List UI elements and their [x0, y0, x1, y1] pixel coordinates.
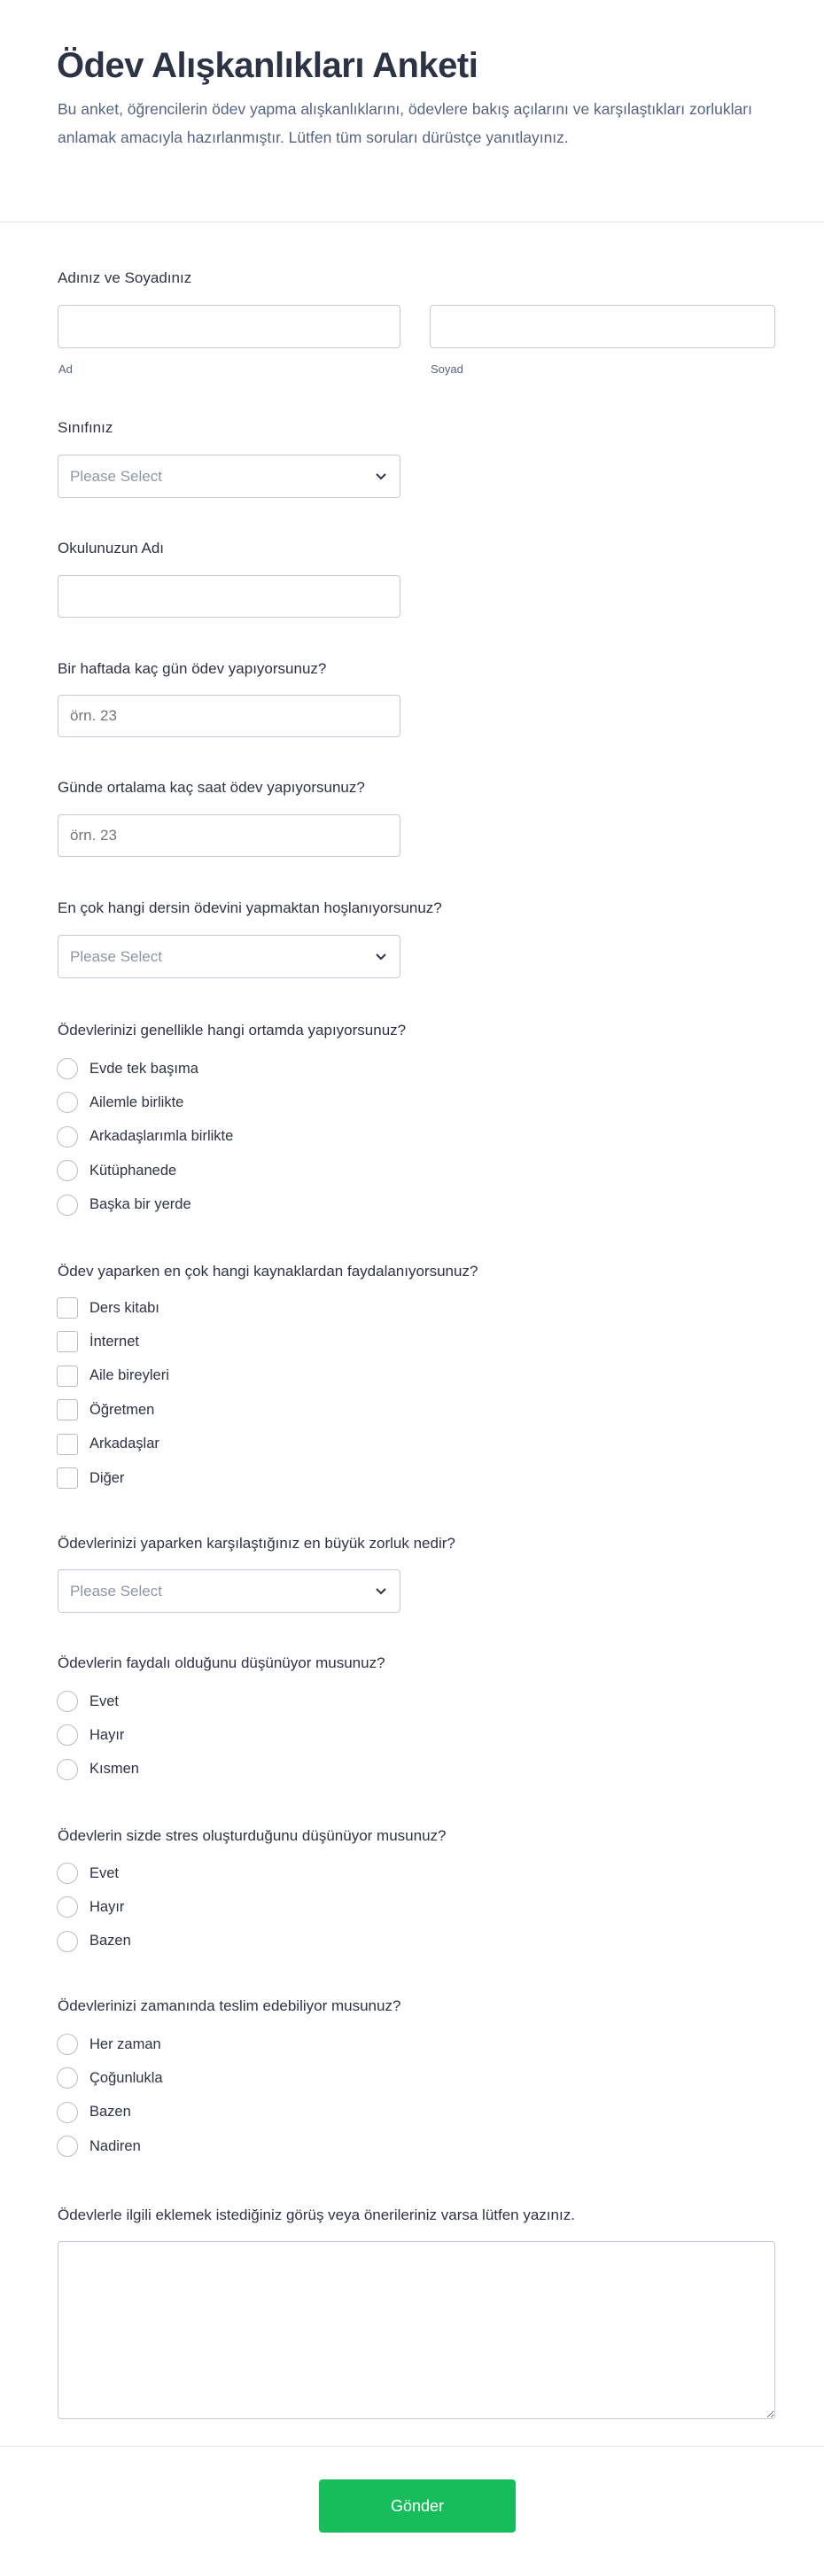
- option-label: Arkadaşlarımla birlikte: [89, 1128, 234, 1145]
- difficulty-select-value: Please Select: [70, 1582, 162, 1599]
- radio-option[interactable]: [57, 1124, 233, 1150]
- option-label: Arkadaşlar: [89, 1436, 159, 1452]
- difficulty-select[interactable]: [58, 1569, 400, 1613]
- hours-label: Günde ortalama kaç saat ödev yapıyorsunuz?: [58, 779, 365, 796]
- comments-textarea[interactable]: [58, 2241, 775, 2419]
- radio-option[interactable]: [57, 1688, 119, 1715]
- form-title: Ödev Alışkanlıkları Anketi: [57, 46, 478, 85]
- comments-label: Ödevlerle ilgili eklemek istediğiniz görüş veya önerileriniz varsa lütfen yazınız.: [58, 2206, 575, 2223]
- days-label: Bir haftada kaç gün ödev yapıyorsunuz?: [58, 660, 327, 677]
- radio-option[interactable]: [57, 2099, 131, 2126]
- radio-option[interactable]: [57, 1192, 191, 1218]
- checkbox-option[interactable]: [57, 1397, 154, 1423]
- chevron-down-icon: [373, 1583, 389, 1599]
- radio-option[interactable]: [57, 1860, 119, 1887]
- radio-button[interactable]: [57, 1691, 78, 1712]
- radio-button[interactable]: [57, 1759, 78, 1780]
- option-label: Evde tek başıma: [89, 1060, 198, 1077]
- option-label: Kısmen: [89, 1761, 139, 1778]
- last-name-sublabel: Soyad: [431, 362, 463, 376]
- difficulty-label: Ödevlerinizi yaparken karşılaştığınız en büyük zorluk nedir?: [58, 1535, 455, 1552]
- checkbox-option[interactable]: [57, 1465, 124, 1491]
- radio-button[interactable]: [57, 1195, 78, 1216]
- radio-option[interactable]: [57, 1055, 198, 1082]
- radio-option[interactable]: [57, 2133, 141, 2160]
- first-name-input[interactable]: [58, 305, 400, 348]
- submit-button[interactable]: Gönder: [319, 2479, 516, 2533]
- option-label: Öğretmen: [89, 1401, 155, 1418]
- checkbox[interactable]: [57, 1467, 78, 1489]
- option-label: Evet: [89, 1864, 120, 1881]
- footer-divider: [0, 2446, 824, 2447]
- useful-label: Ödevlerin faydalı olduğunu düşünüyor musunuz?: [58, 1654, 385, 1671]
- resources-label: Ödev yaparken en çok hangi kaynaklardan faydalanıyorsunuz?: [58, 1263, 478, 1280]
- radio-option[interactable]: [57, 1928, 131, 1955]
- checkbox-option[interactable]: [57, 1328, 139, 1355]
- radio-button[interactable]: [57, 1160, 78, 1181]
- checkbox[interactable]: [57, 1434, 78, 1455]
- first-name-sublabel: Ad: [58, 362, 73, 376]
- radio-button[interactable]: [57, 2067, 78, 2089]
- last-name-input[interactable]: [430, 305, 775, 348]
- checkbox-option[interactable]: [57, 1363, 169, 1389]
- option-label: Bazen: [89, 2104, 131, 2121]
- radio-button[interactable]: [57, 1058, 78, 1079]
- favorite-subject-label: En çok hangi dersin ödevini yapmaktan hoşlanıyorsunuz?: [58, 899, 442, 916]
- option-label: Çoğunlukla: [89, 2069, 163, 2086]
- form-description: Bu anket, öğrencilerin ödev yapma alışkanlıklarını, ödevlere bakış açılarını ve karşılaştıkları zorlukları anlamak amacıyla hazırlanmıştır. Lütfen tüm soruları dürüstçe yanıtlayınız.: [58, 100, 752, 146]
- chevron-down-icon: [373, 948, 389, 964]
- chevron-down-icon: [373, 468, 389, 484]
- radio-option[interactable]: [57, 1722, 124, 1748]
- radio-button[interactable]: [57, 1724, 78, 1746]
- radio-option[interactable]: [57, 1756, 139, 1783]
- radio-button[interactable]: [57, 1896, 78, 1918]
- stress-label: Ödevlerin sizde stres oluşturduğunu düşünüyor musunuz?: [58, 1827, 447, 1844]
- option-label: Ailemle birlikte: [89, 1093, 184, 1110]
- checkbox[interactable]: [57, 1297, 78, 1319]
- option-label: Hayır: [89, 1898, 125, 1915]
- checkbox[interactable]: [57, 1331, 78, 1352]
- name-label: Adınız ve Soyadınız: [58, 269, 192, 286]
- option-label: Bazen: [89, 1933, 131, 1950]
- option-label: Her zaman: [89, 2035, 161, 2052]
- option-label: Hayır: [89, 1726, 125, 1743]
- radio-button[interactable]: [57, 1863, 78, 1884]
- checkbox[interactable]: [57, 1366, 78, 1387]
- grade-label: Sınıfınız: [58, 419, 113, 436]
- radio-option[interactable]: [57, 2031, 161, 2058]
- option-label: İnternet: [89, 1333, 139, 1350]
- school-label: Okulunuzun Adı: [58, 540, 165, 556]
- on-time-label: Ödevlerinizi zamanında teslim edebiliyor musunuz?: [58, 1997, 401, 2014]
- checkbox-option[interactable]: [57, 1431, 159, 1458]
- radio-button[interactable]: [57, 1931, 78, 1952]
- option-label: Diğer: [89, 1469, 125, 1486]
- days-input[interactable]: [58, 695, 400, 737]
- school-input[interactable]: [58, 575, 400, 618]
- option-label: Ders kitabı: [89, 1299, 159, 1316]
- grade-select[interactable]: [58, 455, 400, 498]
- radio-button[interactable]: [57, 2034, 78, 2055]
- radio-button[interactable]: [57, 2136, 78, 2157]
- radio-option[interactable]: [57, 2065, 163, 2091]
- environment-label: Ödevlerinizi genellikle hangi ortamda yapıyorsunuz?: [58, 1022, 407, 1039]
- favorite-subject-select[interactable]: [58, 935, 400, 978]
- favorite-subject-select-value: Please Select: [70, 947, 162, 965]
- radio-button[interactable]: [57, 2102, 78, 2123]
- option-label: Evet: [89, 1693, 120, 1709]
- radio-button[interactable]: [57, 1092, 78, 1113]
- hours-input[interactable]: [58, 814, 400, 857]
- option-label: Aile bireyleri: [89, 1367, 169, 1384]
- checkbox-option[interactable]: [57, 1295, 159, 1321]
- radio-option[interactable]: [57, 1089, 183, 1116]
- checkbox[interactable]: [57, 1399, 78, 1420]
- grade-select-value: Please Select: [70, 467, 162, 485]
- radio-option[interactable]: [57, 1157, 176, 1184]
- radio-option[interactable]: [57, 1894, 124, 1920]
- option-label: Nadiren: [89, 2137, 141, 2154]
- radio-button[interactable]: [57, 1126, 78, 1148]
- option-label: Kütüphanede: [89, 1162, 177, 1179]
- option-label: Başka bir yerde: [89, 1196, 191, 1213]
